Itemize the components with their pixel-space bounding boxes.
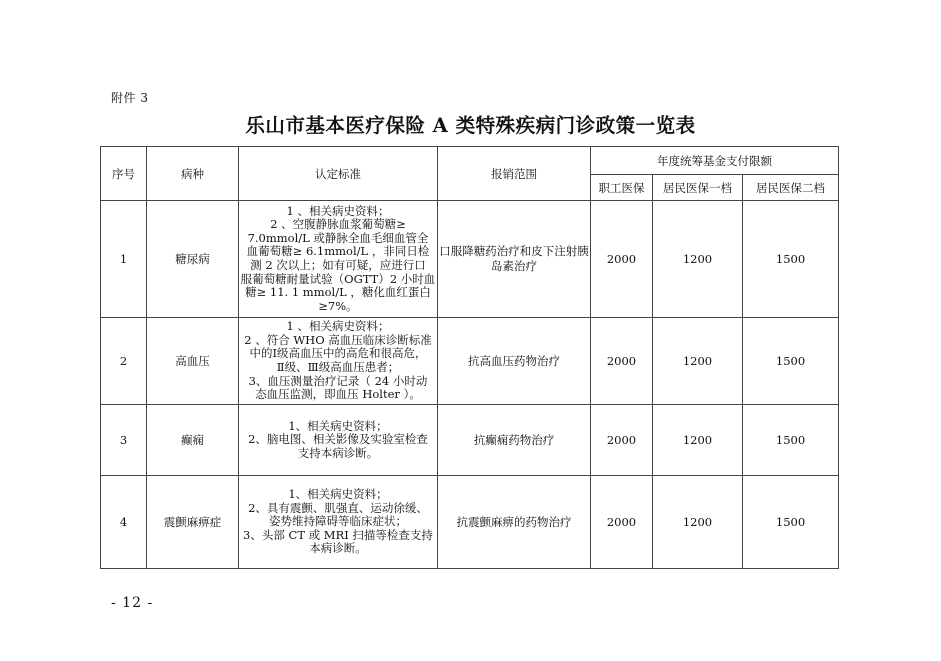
header-resident-tier1: 居民医保一档 bbox=[653, 175, 743, 201]
row-scope: 抗癫痫药物治疗 bbox=[438, 405, 591, 476]
criteria-line: 支持本病诊断。 bbox=[297, 445, 379, 460]
document-title: 乐山市基本医疗保险 A 类特殊疾病门诊政策一览表 bbox=[245, 114, 696, 137]
row-disease: 糖尿病 bbox=[147, 201, 239, 318]
table-row bbox=[101, 318, 839, 405]
row-scope: 口服降糖药治疗和皮下注射胰岛素治疗 bbox=[438, 201, 591, 318]
criteria-line: 糖≥ 11. 1 mmol/L ，糖化血红蛋白 bbox=[245, 285, 431, 300]
header-index: 序号 bbox=[101, 147, 147, 201]
header-employee: 职工医保 bbox=[591, 175, 653, 201]
criteria-line: 本病诊断。 bbox=[309, 541, 367, 556]
row-employee-limit: 2000 bbox=[591, 405, 653, 476]
row-criteria bbox=[239, 201, 438, 318]
header-scope: 报销范围 bbox=[438, 147, 591, 201]
row-resident-tier1-limit: 1200 bbox=[653, 201, 743, 318]
criteria-line: 1 、相关病史资料； bbox=[286, 319, 390, 334]
attachment-label: 附件 3 bbox=[111, 91, 149, 105]
row-disease: 震颤麻痹症 bbox=[147, 476, 239, 569]
row-resident-tier2-limit: 1500 bbox=[743, 405, 839, 476]
row-employee-limit: 2000 bbox=[591, 201, 653, 318]
table-row bbox=[101, 405, 839, 476]
header-criteria: 认定标准 bbox=[239, 147, 438, 201]
row-criteria bbox=[239, 405, 438, 476]
row-index: 2 bbox=[101, 318, 147, 405]
criteria-line: 态血压监测，即血压 Holter ）。 bbox=[255, 387, 421, 402]
table-row bbox=[101, 201, 839, 318]
policy-table bbox=[100, 146, 839, 569]
table-row bbox=[101, 476, 839, 569]
criteria-line: 1 、相关病史资料； bbox=[286, 203, 390, 218]
criteria-line: 2 、符合 WHO 高血压临床诊断标准 bbox=[244, 332, 432, 347]
row-employee-limit: 2000 bbox=[591, 476, 653, 569]
row-resident-tier1-limit: 1200 bbox=[653, 405, 743, 476]
row-resident-tier2-limit: 1500 bbox=[743, 318, 839, 405]
criteria-line: 测 2 次以上；如有可疑，应进行口 bbox=[250, 258, 426, 272]
row-scope: 抗高血压药物治疗 bbox=[438, 318, 591, 405]
criteria-line: 中的Ⅰ级高血压中的高危和很高危， bbox=[249, 346, 427, 361]
row-resident-tier2-limit: 1500 bbox=[743, 476, 839, 569]
row-disease: 高血压 bbox=[147, 318, 239, 405]
row-disease: 癫痫 bbox=[147, 405, 239, 476]
header-limit-group: 年度统筹基金支付限额 bbox=[591, 147, 839, 175]
criteria-line: 1、相关病史资料； bbox=[288, 487, 388, 502]
row-index: 4 bbox=[101, 476, 147, 569]
row-scope: 抗震颤麻痹的药物治疗 bbox=[438, 476, 591, 569]
row-resident-tier1-limit: 1200 bbox=[653, 476, 743, 569]
criteria-line: 1、相关病史资料； bbox=[288, 418, 388, 433]
header-resident-tier2: 居民医保二档 bbox=[743, 175, 839, 201]
criteria-line: 3、血压测量治疗记录（ 24 小时动 bbox=[248, 373, 428, 388]
row-index: 1 bbox=[101, 201, 147, 318]
row-resident-tier2-limit: 1500 bbox=[743, 201, 839, 318]
row-index: 3 bbox=[101, 405, 147, 476]
criteria-line: 7.0mmol/L 或静脉全血毛细血管全 bbox=[247, 230, 429, 245]
row-criteria bbox=[239, 476, 438, 569]
criteria-line: ≥7%。 bbox=[318, 298, 358, 313]
criteria-line: 3、头部 CT 或 MRI 扫描等检查支持 bbox=[243, 527, 433, 542]
row-resident-tier1-limit: 1200 bbox=[653, 318, 743, 405]
criteria-line: 姿势维持障碍等临床症状； bbox=[269, 514, 407, 529]
criteria-line: Ⅱ级、Ⅲ级高血压患者； bbox=[276, 360, 400, 374]
criteria-line: 血葡萄糖≥ 6.1mmol/L ，非同日检 bbox=[246, 244, 430, 259]
criteria-line: 2、具有震颤、肌强直、运动徐缓、 bbox=[248, 500, 428, 515]
row-criteria bbox=[239, 318, 438, 405]
criteria-line: 2 、空腹静脉血浆葡萄糖≥ bbox=[270, 217, 406, 232]
criteria-line: 服葡萄糖耐量试验（OGTT）2 小时血 bbox=[240, 271, 436, 286]
page-number: - 12 - bbox=[111, 595, 154, 611]
header-disease: 病种 bbox=[147, 147, 239, 201]
criteria-line: 2、脑电图、相关影像及实验室检查 bbox=[248, 432, 428, 447]
row-employee-limit: 2000 bbox=[591, 318, 653, 405]
